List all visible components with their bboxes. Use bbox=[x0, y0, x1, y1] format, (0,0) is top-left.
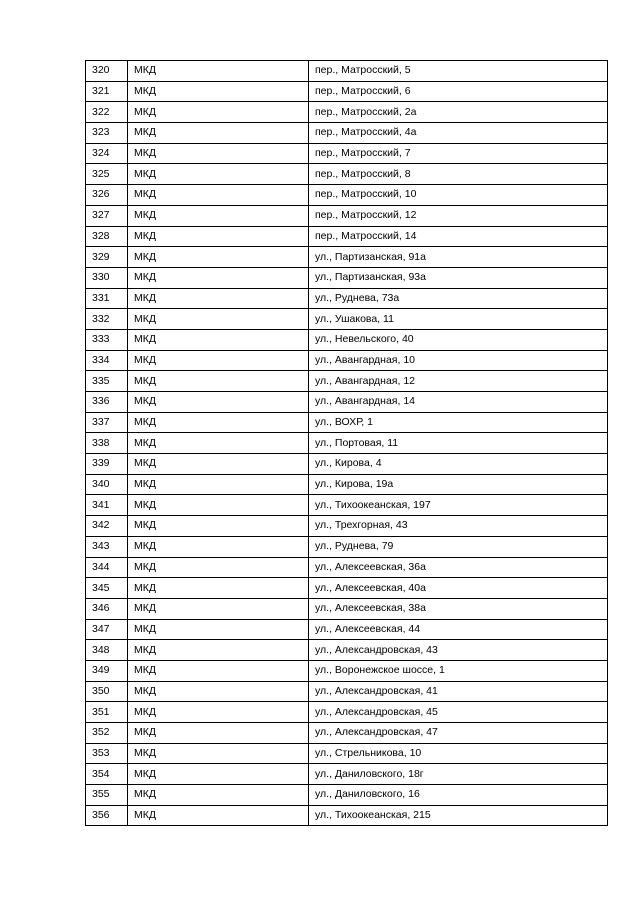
building-type-cell: МКД bbox=[128, 226, 309, 247]
row-number-cell: 353 bbox=[86, 743, 128, 764]
address-cell: ул., Алексеевская, 44 bbox=[309, 619, 608, 640]
building-type-cell: МКД bbox=[128, 805, 309, 826]
table-row bbox=[86, 702, 608, 723]
row-number-cell: 343 bbox=[86, 536, 128, 557]
building-type-cell: МКД bbox=[128, 371, 309, 392]
address-cell: ул., Партизанская, 93а bbox=[309, 267, 608, 288]
building-type-cell: МКД bbox=[128, 557, 309, 578]
row-number-cell: 330 bbox=[86, 267, 128, 288]
address-cell: пер., Матросский, 5 bbox=[309, 61, 608, 82]
table-row bbox=[86, 164, 608, 185]
building-type-cell: МКД bbox=[128, 350, 309, 371]
address-cell: пер., Матросский, 14 bbox=[309, 226, 608, 247]
table-row bbox=[86, 681, 608, 702]
address-cell: пер., Матросский, 12 bbox=[309, 205, 608, 226]
building-type-cell: МКД bbox=[128, 143, 309, 164]
table-row bbox=[86, 350, 608, 371]
table-body bbox=[86, 61, 608, 826]
row-number-cell: 326 bbox=[86, 185, 128, 206]
building-type-cell: МКД bbox=[128, 454, 309, 475]
address-cell: ул., Трехгорная, 43 bbox=[309, 516, 608, 537]
row-number-cell: 334 bbox=[86, 350, 128, 371]
address-cell: пер., Матросский, 8 bbox=[309, 164, 608, 185]
row-number-cell: 325 bbox=[86, 164, 128, 185]
table-row bbox=[86, 143, 608, 164]
building-type-cell: МКД bbox=[128, 578, 309, 599]
row-number-cell: 341 bbox=[86, 495, 128, 516]
row-number-cell: 350 bbox=[86, 681, 128, 702]
table-row bbox=[86, 205, 608, 226]
address-cell: ул., Алексеевская, 38а bbox=[309, 598, 608, 619]
building-type-cell: МКД bbox=[128, 619, 309, 640]
table-row bbox=[86, 640, 608, 661]
building-type-cell: МКД bbox=[128, 61, 309, 82]
address-cell: ул., Даниловского, 16 bbox=[309, 785, 608, 806]
row-number-cell: 348 bbox=[86, 640, 128, 661]
building-type-cell: МКД bbox=[128, 81, 309, 102]
building-type-cell: МКД bbox=[128, 660, 309, 681]
address-cell: ул., Кирова, 4 bbox=[309, 454, 608, 475]
building-type-cell: МКД bbox=[128, 412, 309, 433]
address-cell: ул., Александровская, 41 bbox=[309, 681, 608, 702]
table-row bbox=[86, 412, 608, 433]
address-cell: ул., Авангардная, 12 bbox=[309, 371, 608, 392]
row-number-cell: 339 bbox=[86, 454, 128, 475]
building-type-cell: МКД bbox=[128, 640, 309, 661]
row-number-cell: 340 bbox=[86, 474, 128, 495]
address-cell: ул., Авангардная, 14 bbox=[309, 392, 608, 413]
address-cell: пер., Матросский, 2а bbox=[309, 102, 608, 123]
row-number-cell: 345 bbox=[86, 578, 128, 599]
address-cell: ул., ВОХР, 1 bbox=[309, 412, 608, 433]
building-type-cell: МКД bbox=[128, 681, 309, 702]
row-number-cell: 321 bbox=[86, 81, 128, 102]
address-cell: ул., Воронежское шоссе, 1 bbox=[309, 660, 608, 681]
table-row bbox=[86, 536, 608, 557]
table-row bbox=[86, 805, 608, 826]
table-row bbox=[86, 785, 608, 806]
address-cell: ул., Кирова, 19а bbox=[309, 474, 608, 495]
row-number-cell: 328 bbox=[86, 226, 128, 247]
address-cell: ул., Александровская, 47 bbox=[309, 723, 608, 744]
row-number-cell: 332 bbox=[86, 309, 128, 330]
building-type-cell: МКД bbox=[128, 102, 309, 123]
row-number-cell: 335 bbox=[86, 371, 128, 392]
row-number-cell: 327 bbox=[86, 205, 128, 226]
table-row bbox=[86, 267, 608, 288]
row-number-cell: 320 bbox=[86, 61, 128, 82]
table-row bbox=[86, 226, 608, 247]
row-number-cell: 329 bbox=[86, 247, 128, 268]
table-row bbox=[86, 371, 608, 392]
address-cell: ул., Портовая, 11 bbox=[309, 433, 608, 454]
building-type-cell: МКД bbox=[128, 764, 309, 785]
table-row bbox=[86, 516, 608, 537]
row-number-cell: 324 bbox=[86, 143, 128, 164]
table-row bbox=[86, 743, 608, 764]
table-row bbox=[86, 288, 608, 309]
row-number-cell: 323 bbox=[86, 123, 128, 144]
table-row bbox=[86, 723, 608, 744]
address-cell: ул., Тихоокеанская, 197 bbox=[309, 495, 608, 516]
table-row bbox=[86, 185, 608, 206]
address-cell: ул., Александровская, 45 bbox=[309, 702, 608, 723]
building-type-cell: МКД bbox=[128, 309, 309, 330]
address-table bbox=[85, 60, 608, 826]
building-type-cell: МКД bbox=[128, 267, 309, 288]
address-cell: ул., Алексеевская, 40а bbox=[309, 578, 608, 599]
row-number-cell: 356 bbox=[86, 805, 128, 826]
row-number-cell: 333 bbox=[86, 329, 128, 350]
row-number-cell: 346 bbox=[86, 598, 128, 619]
address-cell: ул., Руднева, 79 bbox=[309, 536, 608, 557]
building-type-cell: МКД bbox=[128, 743, 309, 764]
address-cell: ул., Партизанская, 91а bbox=[309, 247, 608, 268]
address-cell: ул., Даниловского, 18г bbox=[309, 764, 608, 785]
address-cell: ул., Авангардная, 10 bbox=[309, 350, 608, 371]
address-cell: ул., Руднева, 73а bbox=[309, 288, 608, 309]
table-row bbox=[86, 764, 608, 785]
table-row bbox=[86, 392, 608, 413]
address-cell: пер., Матросский, 7 bbox=[309, 143, 608, 164]
address-cell: ул., Невельского, 40 bbox=[309, 329, 608, 350]
address-cell: ул., Стрельникова, 10 bbox=[309, 743, 608, 764]
building-type-cell: МКД bbox=[128, 474, 309, 495]
building-type-cell: МКД bbox=[128, 433, 309, 454]
row-number-cell: 322 bbox=[86, 102, 128, 123]
table-row bbox=[86, 102, 608, 123]
building-type-cell: МКД bbox=[128, 164, 309, 185]
table-row bbox=[86, 433, 608, 454]
table-row bbox=[86, 619, 608, 640]
table-row bbox=[86, 598, 608, 619]
table-row bbox=[86, 247, 608, 268]
row-number-cell: 336 bbox=[86, 392, 128, 413]
address-cell: ул., Александровская, 43 bbox=[309, 640, 608, 661]
row-number-cell: 331 bbox=[86, 288, 128, 309]
building-type-cell: МКД bbox=[128, 495, 309, 516]
address-cell: ул., Алексеевская, 36а bbox=[309, 557, 608, 578]
table-row bbox=[86, 474, 608, 495]
table-row bbox=[86, 578, 608, 599]
building-type-cell: МКД bbox=[128, 205, 309, 226]
row-number-cell: 342 bbox=[86, 516, 128, 537]
building-type-cell: МКД bbox=[128, 288, 309, 309]
building-type-cell: МКД bbox=[128, 329, 309, 350]
table-row bbox=[86, 495, 608, 516]
address-cell: пер., Матросский, 6 bbox=[309, 81, 608, 102]
table-row bbox=[86, 61, 608, 82]
table-row bbox=[86, 557, 608, 578]
address-cell: ул., Ушакова, 11 bbox=[309, 309, 608, 330]
building-type-cell: МКД bbox=[128, 185, 309, 206]
row-number-cell: 337 bbox=[86, 412, 128, 433]
row-number-cell: 347 bbox=[86, 619, 128, 640]
row-number-cell: 351 bbox=[86, 702, 128, 723]
row-number-cell: 344 bbox=[86, 557, 128, 578]
building-type-cell: МКД bbox=[128, 723, 309, 744]
building-type-cell: МКД bbox=[128, 392, 309, 413]
building-type-cell: МКД bbox=[128, 536, 309, 557]
building-type-cell: МКД bbox=[128, 785, 309, 806]
address-cell: пер., Матросский, 4а bbox=[309, 123, 608, 144]
building-type-cell: МКД bbox=[128, 123, 309, 144]
table-row bbox=[86, 309, 608, 330]
building-type-cell: МКД bbox=[128, 598, 309, 619]
address-cell: ул., Тихоокеанская, 215 bbox=[309, 805, 608, 826]
building-type-cell: МКД bbox=[128, 247, 309, 268]
row-number-cell: 338 bbox=[86, 433, 128, 454]
address-cell: пер., Матросский, 10 bbox=[309, 185, 608, 206]
table-row bbox=[86, 123, 608, 144]
table-row bbox=[86, 660, 608, 681]
table-row bbox=[86, 329, 608, 350]
row-number-cell: 352 bbox=[86, 723, 128, 744]
row-number-cell: 354 bbox=[86, 764, 128, 785]
building-type-cell: МКД bbox=[128, 516, 309, 537]
row-number-cell: 349 bbox=[86, 660, 128, 681]
row-number-cell: 355 bbox=[86, 785, 128, 806]
table-row bbox=[86, 81, 608, 102]
building-type-cell: МКД bbox=[128, 702, 309, 723]
table-row bbox=[86, 454, 608, 475]
